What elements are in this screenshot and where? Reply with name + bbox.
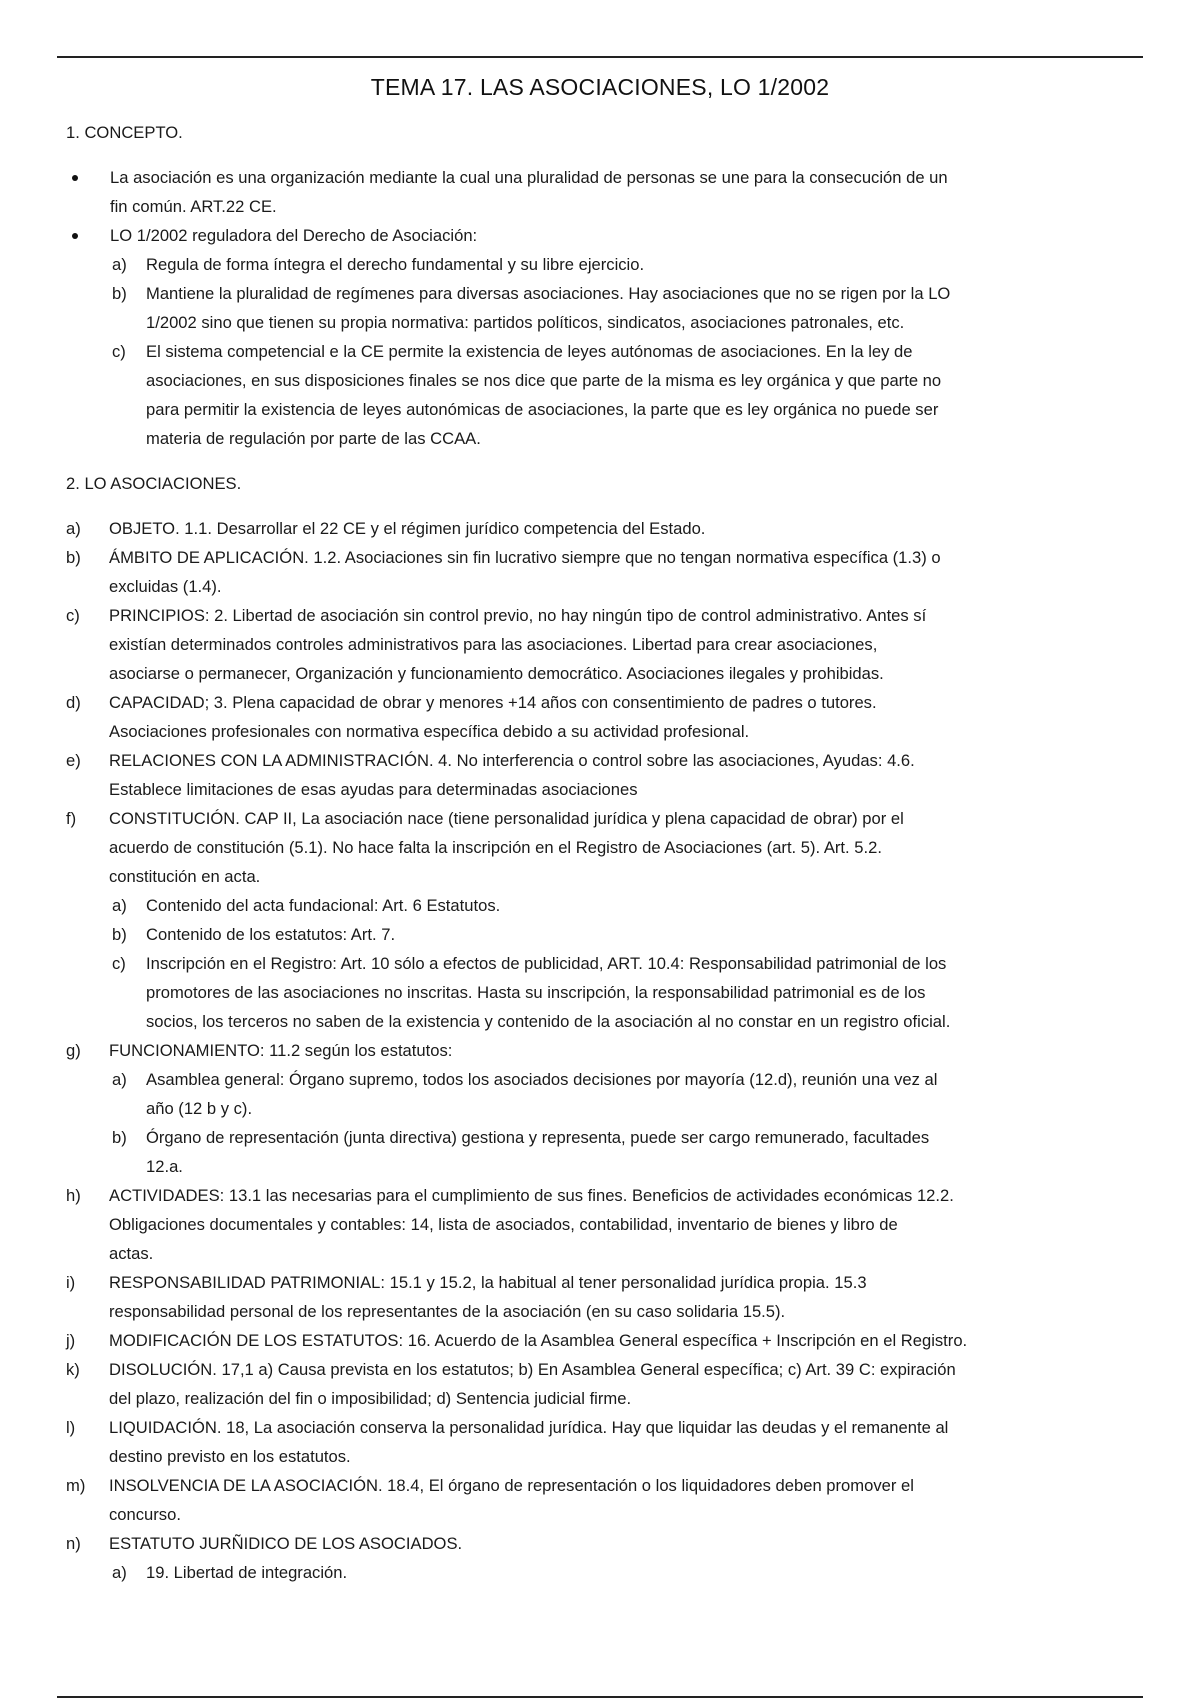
text-line: DISOLUCIÓN. 17,1 a) Causa prevista en los estatutos; b) En Asamblea General específica; c) Art. 39 C: expiración xyxy=(109,1360,956,1379)
item-text xyxy=(146,1558,1136,1587)
item-text xyxy=(146,920,1136,949)
list-marker: e) xyxy=(66,751,81,770)
text-line: asociaciones, en sus disposiciones finales se nos dice que parte de la misma es ley orgánica y que parte no xyxy=(146,371,942,390)
item-text xyxy=(110,221,1140,250)
text-line: RESPONSABILIDAD PATRIMONIAL: 15.1 y 15.2, la habitual al tener personalidad jurídica propia. 15.3 xyxy=(109,1273,867,1292)
item-text xyxy=(109,804,1189,891)
list-marker: k) xyxy=(66,1360,80,1379)
list-marker: a) xyxy=(66,519,81,538)
text-line: fin común. ART.22 CE. xyxy=(110,197,277,216)
item-text xyxy=(146,891,1136,920)
item-text xyxy=(146,250,1136,279)
text-line: ACTIVIDADES: 13.1 las necesarias para el cumplimiento de sus fines. Beneficios de actividades económicas 12.2. xyxy=(109,1186,954,1205)
text-line: LIQUIDACIÓN. 18, La asociación conserva la personalidad jurídica. Hay que liquidar las deudas y el remanente al xyxy=(109,1418,949,1437)
text-line: 12.a. xyxy=(146,1157,183,1176)
text-line: concurso. xyxy=(109,1505,181,1524)
bottom-rule xyxy=(57,1696,1143,1698)
text-line: La asociación es una organización mediante la cual una pluralidad de personas se une para la consecución de un xyxy=(110,168,948,187)
item-text xyxy=(146,1123,1136,1181)
text-line: Inscripción en el Registro: Art. 10 sólo a efectos de publicidad, ART. 10.4: Responsabilidad patrimonial de los xyxy=(146,954,947,973)
item-text xyxy=(109,746,1189,804)
bullet-dot-icon xyxy=(72,233,78,239)
text-line: OBJETO. 1.1. Desarrollar el 22 CE y el régimen jurídico competencia del Estado. xyxy=(109,519,706,538)
text-line: MODIFICACIÓN DE LOS ESTATUTOS: 16. Acuerdo de la Asamblea General específica + Inscripción en el Registro. xyxy=(109,1331,968,1350)
text-line: Obligaciones documentales y contables: 14, lista de asociados, contabilidad, inventario de bienes y libro de xyxy=(109,1215,898,1234)
item-text xyxy=(109,1355,1189,1413)
text-line: asociarse o permanecer, Organización y funcionamiento democrático. Asociaciones ilegales y prohibidas. xyxy=(109,664,884,683)
text-line: Asamblea general: Órgano supremo, todos los asociados decisiones por mayoría (12.d), reunión una vez al xyxy=(146,1070,938,1089)
text-line: responsabilidad personal de los representantes de la asociación (en su caso solidaria 15.5). xyxy=(109,1302,786,1321)
list-marker: c) xyxy=(112,954,126,973)
text-line: promotores de las asociaciones no inscritas. Hasta su inscripción, la responsabilidad patrimonial es de los xyxy=(146,983,926,1002)
text-line: Regula de forma íntegra el derecho fundamental y su libre ejercicio. xyxy=(146,255,645,274)
list-marker: b) xyxy=(112,925,127,944)
list-marker: c) xyxy=(112,342,126,361)
item-text xyxy=(109,514,1189,543)
text-line: Mantiene la pluralidad de regímenes para diversas asociaciones. Hay asociaciones que no se rigen por la LO xyxy=(146,284,951,303)
list-marker: b) xyxy=(66,548,81,567)
text-line: Contenido de los estatutos: Art. 7. xyxy=(146,925,396,944)
item-text xyxy=(109,601,1189,688)
text-line: FUNCIONAMIENTO: 11.2 según los estatutos: xyxy=(109,1041,453,1060)
item-text xyxy=(146,949,1136,1036)
item-text xyxy=(109,1413,1189,1471)
text-line: actas. xyxy=(109,1244,154,1263)
item-text xyxy=(110,163,1140,221)
text-line: del plazo, realización del fin o imposibilidad; d) Sentencia judicial firme. xyxy=(109,1389,632,1408)
text-line: acuerdo de constitución (5.1). No hace falta la inscripción en el Registro de Asociaciones (art. 5). Art. 5.2. xyxy=(109,838,882,857)
text-line: CONSTITUCIÓN. CAP II, La asociación nace (tiene personalidad jurídica y plena capacidad de obrar) por el xyxy=(109,809,904,828)
list-marker: f) xyxy=(66,809,77,828)
item-text xyxy=(109,1181,1189,1268)
list-marker: a) xyxy=(112,896,127,915)
section-heading-concepto: 1. CONCEPTO. xyxy=(66,123,183,142)
item-text xyxy=(109,1529,1189,1558)
list-marker: n) xyxy=(66,1534,81,1553)
text-line: materia de regulación por parte de las CCAA. xyxy=(146,429,481,448)
text-line: para permitir la existencia de leyes autonómicas de asociaciones, la parte que es ley orgánica no puede ser xyxy=(146,400,939,419)
text-line: LO 1/2002 reguladora del Derecho de Asociación: xyxy=(110,226,478,245)
list-marker: g) xyxy=(66,1041,81,1060)
list-marker: a) xyxy=(112,1070,127,1089)
list-marker: h) xyxy=(66,1186,81,1205)
item-text xyxy=(109,688,1189,746)
section-heading-lo-asociaciones: 2. LO ASOCIACIONES. xyxy=(66,474,242,493)
list-marker: b) xyxy=(112,1128,127,1147)
item-text xyxy=(146,279,1136,337)
item-text xyxy=(109,1471,1189,1529)
item-text xyxy=(109,1268,1189,1326)
bullet-dot-icon xyxy=(72,175,78,181)
text-line: Contenido del acta fundacional: Art. 6 Estatutos. xyxy=(146,896,501,915)
list-marker: a) xyxy=(112,1563,127,1582)
list-marker: l) xyxy=(66,1418,76,1437)
page-title: TEMA 17. LAS ASOCIACIONES, LO 1/2002 xyxy=(370,74,830,100)
text-line: Establece limitaciones de esas ayudas para determinadas asociaciones xyxy=(109,780,638,799)
text-line: ÁMBITO DE APLICACIÓN. 1.2. Asociaciones sin fin lucrativo siempre que no tengan normativa específica (1.3) o xyxy=(109,548,941,567)
text-line: año (12 b y c). xyxy=(146,1099,253,1118)
text-line: destino previsto en los estatutos. xyxy=(109,1447,351,1466)
item-text xyxy=(109,543,1189,601)
text-line: constitución en acta. xyxy=(109,867,261,886)
text-line: socios, los terceros no saben de la existencia y contenido de la asociación al no constar en un registro oficial. xyxy=(146,1012,951,1031)
text-line: 19. Libertad de integración. xyxy=(146,1563,348,1582)
list-marker: m) xyxy=(66,1476,86,1495)
list-marker: j) xyxy=(66,1331,76,1350)
text-line: PRINCIPIOS: 2. Libertad de asociación sin control previo, no hay ningún tipo de control administrativo. Antes sí xyxy=(109,606,927,625)
text-line: Órgano de representación (junta directiva) gestiona y representa, puede ser cargo remunerado, facultades xyxy=(146,1128,930,1147)
item-text xyxy=(109,1326,1189,1355)
top-rule xyxy=(57,56,1143,58)
item-text xyxy=(146,1065,1136,1123)
list-marker: b) xyxy=(112,284,127,303)
text-line: CAPACIDAD; 3. Plena capacidad de obrar y menores +14 años con consentimiento de padres o tutores. xyxy=(109,693,877,712)
item-text xyxy=(146,337,1136,453)
list-marker: i) xyxy=(66,1273,76,1292)
list-marker: d) xyxy=(66,693,81,712)
text-line: INSOLVENCIA DE LA ASOCIACIÓN. 18.4, El órgano de representación o los liquidadores deben promover el xyxy=(109,1476,914,1495)
text-line: Asociaciones profesionales con normativa específica debido a su actividad profesional. xyxy=(109,722,750,741)
text-line: existían determinados controles administrativos para las asociaciones. Libertad para crear asociaciones, xyxy=(109,635,878,654)
text-line: El sistema competencial e la CE permite la existencia de leyes autónomas de asociaciones. En la ley de xyxy=(146,342,913,361)
list-marker: a) xyxy=(112,255,127,274)
item-text xyxy=(109,1036,1189,1065)
list-marker: c) xyxy=(66,606,80,625)
text-line: 1/2002 sino que tienen su propia normativa: partidos políticos, sindicatos, asociaciones patronales, etc. xyxy=(146,313,905,332)
text-line: excluidas (1.4). xyxy=(109,577,222,596)
text-line: ESTATUTO JURÑIDICO DE LOS ASOCIADOS. xyxy=(109,1534,463,1553)
text-line: RELACIONES CON LA ADMINISTRACIÓN. 4. No interferencia o control sobre las asociaciones, Ayudas: 4.6. xyxy=(109,751,915,770)
